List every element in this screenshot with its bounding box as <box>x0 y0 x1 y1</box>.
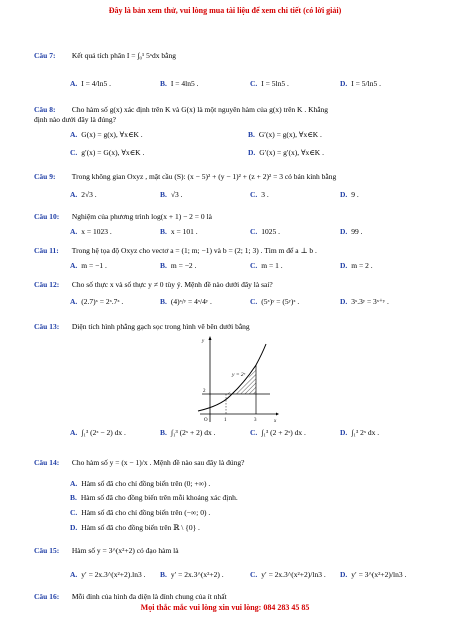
question-text: Diện tích hình phẳng gạch sọc trong hình vẽ bên dưới bằng <box>71 322 250 331</box>
option-b[interactable]: B. (4)ˣ/ʸ = 4ˣ/4ʸ . <box>160 297 212 306</box>
option-a[interactable]: A. (2.7)ˣ = 2ˣ.7ˣ . <box>70 297 124 306</box>
option-a[interactable]: A. m = −1 . <box>70 261 107 270</box>
question-11 <box>34 246 426 256</box>
question-12 <box>34 280 426 290</box>
option-a[interactable]: A. ∫₁³ (2ˣ − 2) dx . <box>70 428 126 437</box>
axis-x-label: x <box>274 419 277 424</box>
curve-label: y = 2ˣ <box>232 372 246 378</box>
options-12 <box>70 297 430 306</box>
contact-footer: Mọi thắc mắc vui lòng xin vui lòng: 084 283 45 85 <box>140 603 310 612</box>
option-b[interactable]: B. √3 . <box>160 190 183 199</box>
question-number: Câu 16: <box>34 592 60 601</box>
question-number: Câu 9: <box>34 172 56 181</box>
option-b[interactable]: B. Hàm số đã cho đồng biến trên mỗi khoảng xác định. <box>70 493 238 502</box>
option-b[interactable]: B. m = −2 . <box>160 261 197 270</box>
options-8-ab <box>70 130 430 139</box>
question-7 <box>34 51 426 61</box>
question-text-cont: định nào dưới đây là đúng? <box>34 115 116 124</box>
option-a[interactable]: A. Hàm số đã cho chỉ đồng biến trên (0; +∞) . <box>70 479 211 488</box>
option-c[interactable]: C. m = 1 . <box>250 261 283 270</box>
option-d[interactable]: D. 9 . <box>340 190 359 199</box>
question-text: Trong hệ tọa độ Oxyz cho vectơ a = (1; m; −1) và b = (2; 1; 3) . Tìm m để a ⊥ b . <box>71 246 317 255</box>
question-number: Câu 13: <box>34 322 60 331</box>
option-a[interactable]: A. 2√3 . <box>70 190 97 199</box>
option-a[interactable]: A. y′ = 2x.3^(x²+2).ln3 . <box>70 570 146 579</box>
question-number: Câu 14: <box>34 458 60 467</box>
options-11 <box>70 261 430 270</box>
option-b[interactable]: B. G′(x) = g(x), ∀x∈K . <box>248 130 322 139</box>
option-a[interactable]: A. G(x) = g(x), ∀x∈K . <box>70 130 143 139</box>
question-14 <box>34 458 426 468</box>
origin-label: O <box>204 418 208 423</box>
option-b[interactable]: B. I = 4ln5 . <box>160 79 199 88</box>
option-b[interactable]: B. x = 101 . <box>160 227 198 236</box>
options-13 <box>70 428 430 437</box>
question-text: Nghiệm của phương trình log(x + 1) − 2 = 0 là <box>71 212 212 221</box>
option-a[interactable]: A. x = 1023 . <box>70 227 112 236</box>
question-number: Câu 8: <box>34 105 56 114</box>
question-text: Trong không gian Oxyz , mặt cầu (S): (x − 5)² + (y − 1)² + (z + 2)² = 3 có bán kính bằng <box>71 172 337 181</box>
question-13 <box>34 322 426 332</box>
option-d[interactable]: D. y′ = 3^(x²+2)/ln3 . <box>340 570 407 579</box>
option-c[interactable]: C. I = 5ln5 . <box>250 79 289 88</box>
option-d[interactable]: D. G′(x) = g′(x), ∀x∈K . <box>248 148 324 157</box>
question-text: Hàm số y = 3^(x²+2) có đạo hàm là <box>71 546 179 555</box>
option-c[interactable]: C. g′(x) = G(x), ∀x∈K . <box>70 148 145 157</box>
option-c[interactable]: C. (5ˣ)ʸ = (5ʸ)ˣ . <box>250 297 300 306</box>
question-8 <box>34 105 426 125</box>
question-15 <box>34 546 426 556</box>
hatched-region <box>226 365 256 394</box>
tick-3: 3 <box>254 418 257 423</box>
question-text: Kết quả tích phân I = ∫₀¹ 5ˣdx bằng <box>71 51 176 60</box>
tick-1: 1 <box>224 418 227 423</box>
option-b[interactable]: B. y′ = 2x.3^(x²+2) . <box>160 570 224 579</box>
question-number: Câu 7: <box>34 51 56 60</box>
options-7 <box>70 79 430 88</box>
question-text: Cho số thực x và số thực y ≠ 0 tùy ý. Mệnh đề nào dưới đây là sai? <box>71 280 273 289</box>
option-d[interactable]: D. ∫₁³ 2ˣ dx . <box>340 428 380 437</box>
option-d[interactable]: D. I = 5/ln5 . <box>340 79 381 88</box>
shaded-area-graph <box>190 334 280 424</box>
question-number: Câu 11: <box>34 246 59 255</box>
axis-y-label: y <box>202 339 205 344</box>
preview-banner: Đây là bản xem thử, vui lòng mua tài liệu để xem chi tiết (có lời giải) <box>108 6 342 15</box>
option-c[interactable]: C. ∫₁³ (2 + 2ˣ) dx . <box>250 428 306 437</box>
question-number: Câu 15: <box>34 546 60 555</box>
question-number: Câu 12: <box>34 280 60 289</box>
question-9 <box>34 172 426 182</box>
option-c[interactable]: C. y′ = 2x.3^(x²+2)/ln3 . <box>250 570 326 579</box>
option-a[interactable]: A. I = 4/ln5 . <box>70 79 111 88</box>
option-c[interactable]: C. Hàm số đã cho chỉ đồng biến trên (−∞; 0) . <box>70 508 211 517</box>
option-c[interactable]: C. 1025 . <box>250 227 281 236</box>
question-text: Cho hàm số g(x) xác định trên K và G(x) là một nguyên hàm của g(x) trên K . Khẳng <box>71 105 329 114</box>
options-9 <box>70 190 430 199</box>
label-2: 2 <box>203 389 206 394</box>
option-d[interactable]: D. m = 2 . <box>340 261 373 270</box>
option-d[interactable]: D. 99 . <box>340 227 363 236</box>
options-15 <box>70 570 430 579</box>
option-c[interactable]: C. 3 . <box>250 190 269 199</box>
option-d[interactable]: D. 3ˣ.3ʸ = 3ˣ⁺ʸ . <box>340 297 389 306</box>
question-text: Mỗi đỉnh của hình đa diện là đỉnh chung của ít nhất <box>71 592 227 601</box>
question-text: Cho hàm số y = (x − 1)/x . Mệnh đề nào sau đây là đúng? <box>71 458 245 467</box>
question-10 <box>34 212 426 222</box>
option-b[interactable]: B. ∫₁³ (2ˣ + 2) dx . <box>160 428 216 437</box>
options-10 <box>70 227 430 236</box>
question-number: Câu 10: <box>34 212 60 221</box>
question-16 <box>34 592 426 602</box>
options-8-cd <box>70 148 430 157</box>
option-d[interactable]: D. Hàm số đã cho đồng biến trên ℝ \ {0} . <box>70 523 200 532</box>
